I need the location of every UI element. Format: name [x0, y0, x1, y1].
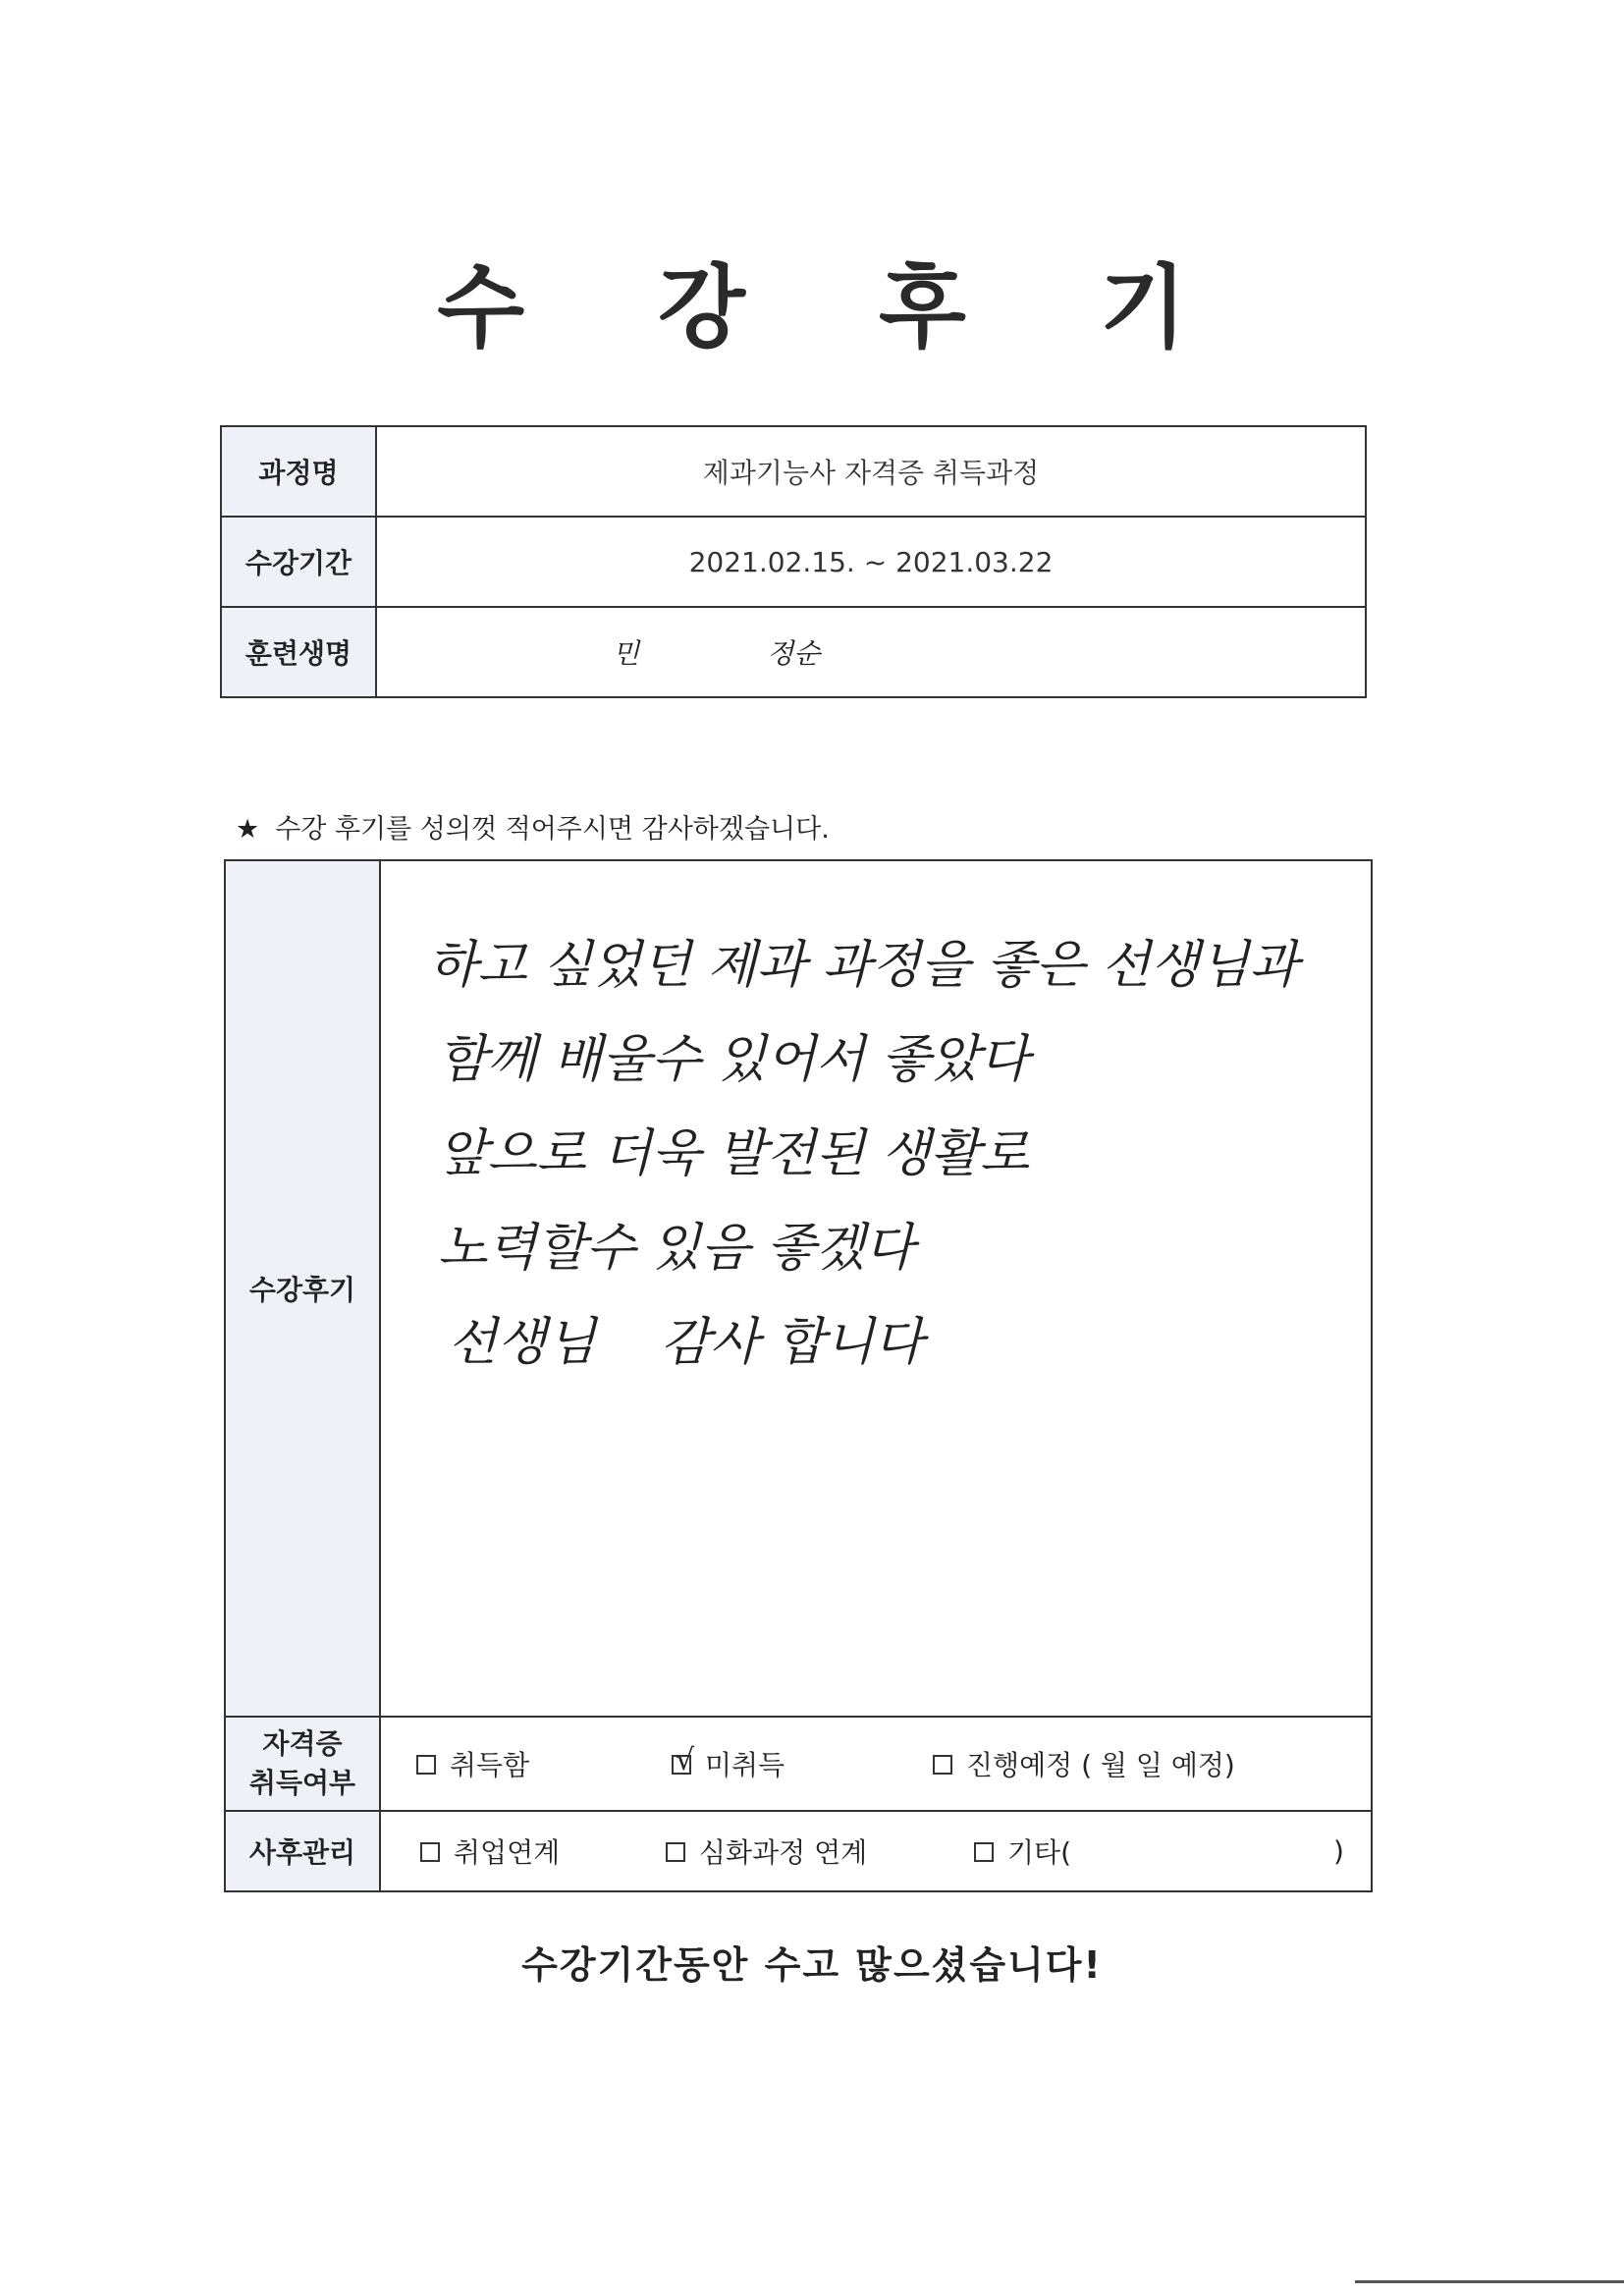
review-line: 앞으로 더욱 발전된 생활로 — [438, 1124, 1030, 1183]
notice-message: 수강 후기를 성의껏 적어주시면 감사하겠습니다. — [275, 814, 830, 845]
review-line: 노력할수 있음 좋겠다 — [438, 1219, 915, 1278]
course-period-label: 수강기간 — [221, 517, 376, 607]
certification-status-label — [225, 1717, 380, 1811]
aftercare-label: 사후관리 — [225, 1811, 380, 1891]
trainee-surname: 민 — [613, 637, 640, 670]
option-advanced-course-link-label: 심화과정 연계 — [699, 1836, 868, 1869]
checkbox-unchecked-icon[interactable] — [666, 1842, 685, 1862]
option-employment-link[interactable] — [420, 1831, 560, 1871]
aftercare-options — [380, 1811, 1372, 1891]
review-label: 수강후기 — [225, 860, 380, 1717]
option-employment-link-label: 취업연계 — [454, 1836, 561, 1869]
course-name-label: 과정명 — [221, 426, 376, 517]
review-row — [225, 860, 1372, 1717]
checkmark-icon: √ — [676, 1743, 695, 1777]
review-body — [380, 860, 1372, 1717]
trainee-name-row — [221, 607, 1366, 697]
option-in-progress-label: 진행예정 ( 월 일 예정) — [966, 1749, 1235, 1781]
document-title: 수 강 후 기 — [437, 255, 1238, 360]
checkbox-unchecked-icon[interactable] — [974, 1842, 994, 1862]
notice-text — [236, 807, 830, 846]
option-other[interactable] — [974, 1831, 1071, 1871]
option-other-label: 기타( — [1007, 1836, 1072, 1869]
course-name-row — [221, 426, 1366, 517]
option-acquired[interactable] — [416, 1744, 529, 1783]
closing-message: 수강기간동안 수고 많으셨습니다! — [521, 1943, 1103, 1987]
review-table — [224, 859, 1373, 1892]
review-line: 선생님 감사 합니다 — [448, 1313, 924, 1372]
course-name-value: 제과기능사 자격증 취득과정 — [376, 426, 1366, 517]
certification-status-label-line2: 취득여부 — [248, 1767, 356, 1799]
course-period-value: 2021.02.15. ~ 2021.03.22 — [376, 517, 1366, 607]
checkbox-checked-icon[interactable] — [672, 1743, 695, 1777]
review-line: 함께 배울수 있어서 좋았다 — [438, 1030, 1030, 1089]
review-line: 하고 싶었던 제과 과정을 좋은 선생님과 — [428, 936, 1299, 995]
option-other-close-paren: ) — [1333, 1834, 1344, 1868]
option-in-progress[interactable] — [933, 1744, 1235, 1783]
option-acquired-label: 취득함 — [450, 1749, 530, 1781]
course-period-row — [221, 517, 1366, 607]
trainee-given-name: 정순 — [767, 637, 821, 670]
course-info-table — [220, 425, 1367, 698]
checkbox-unchecked-icon[interactable] — [420, 1842, 440, 1862]
option-not-acquired[interactable] — [672, 1744, 785, 1783]
option-advanced-course-link[interactable] — [666, 1831, 867, 1871]
scan-edge-line — [1355, 2280, 1624, 2283]
certification-status-label-line1: 자격증 — [262, 1727, 343, 1760]
checkbox-unchecked-icon[interactable] — [416, 1755, 436, 1775]
star-icon: ★ — [236, 814, 260, 845]
checkbox-unchecked-icon[interactable] — [933, 1755, 952, 1775]
aftercare-row — [225, 1811, 1372, 1891]
trainee-name-handwritten — [376, 607, 1366, 697]
option-not-acquired-label: 미취득 — [705, 1749, 785, 1781]
certification-status-options — [380, 1717, 1372, 1811]
trainee-name-label: 훈련생명 — [221, 607, 376, 697]
certification-status-row — [225, 1717, 1372, 1811]
